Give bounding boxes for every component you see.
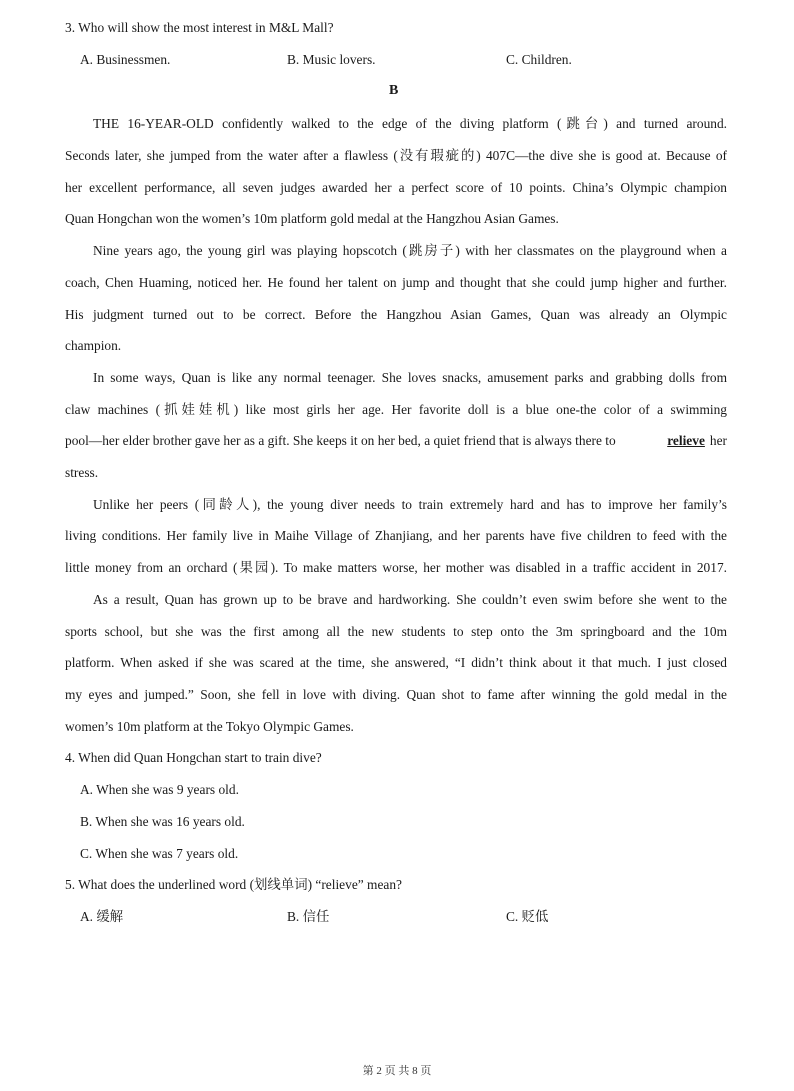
q4-option-c: C. When she was 7 years old. xyxy=(80,846,239,861)
passage-line: women’s 10m platform at the Tokyo Olympic Games. xyxy=(65,719,354,734)
passage-line: Nine years ago, the young girl was playing hopscotch (跳房子) with her classmates on the playground when a xyxy=(93,243,727,258)
section-heading: B xyxy=(389,83,399,98)
passage-line: claw machines (抓娃娃机) like most girls her age. Her favorite doll is a blue one-the color of a swimming xyxy=(65,402,727,417)
q3-option-b: B. Music lovers. xyxy=(287,52,376,67)
passage-line: sports school, but she was the first among all the new students to step onto the 3m springboard and the 10m xyxy=(65,624,727,639)
underlined-word: relieve xyxy=(667,433,705,448)
passage-line: In some ways, Quan is like any normal teenager. She loves snacks, amusement parks and grabbing dolls from xyxy=(93,370,727,385)
passage-line-with-underline xyxy=(65,433,727,449)
passage-text: her xyxy=(709,433,727,448)
passage-line: As a result, Quan has grown up to be brave and hardworking. She couldn’t even swim before she went to the xyxy=(93,592,727,607)
passage-line: her excellent performance, all seven judges awarded her a perfect score of 10 points. China’s Olympic champion xyxy=(65,180,727,195)
q3-option-c: C. Children. xyxy=(506,52,572,67)
question-4: 4. When did Quan Hongchan start to train dive? xyxy=(65,750,322,765)
q3-option-a: A. Businessmen. xyxy=(80,52,171,67)
passage-line: THE 16-YEAR-OLD confidently walked to the edge of the diving platform (跳台) and turned around. xyxy=(93,116,727,131)
passage-text: pool—her elder brother gave her as a gift. She keeps it on her bed, a quiet friend that is always there to xyxy=(65,433,616,448)
passage-line: Unlike her peers (同龄人), the young diver needs to train extremely hard and has to improve her family’s xyxy=(93,497,727,512)
passage-line: platform. When asked if she was scared at the time, she answered, “I didn’t think about it that much. I just closed xyxy=(65,655,727,670)
q5-option-c: C. 贬低 xyxy=(506,909,549,924)
q5-option-a: A. 缓解 xyxy=(80,909,124,924)
passage-line: champion. xyxy=(65,338,122,353)
passage-line: Quan Hongchan won the women’s 10m platform gold medal at the Hangzhou Asian Games. xyxy=(65,211,559,226)
question-3: 3. Who will show the most interest in M&L Mall? xyxy=(65,20,334,35)
q5-option-b: B. 信任 xyxy=(287,909,330,924)
passage-line: Seconds later, she jumped from the water after a flawless (没有瑕疵的) 407C—the dive she is good at. Because of xyxy=(65,148,727,163)
passage-line: little money from an orchard (果园). To make matters worse, her mother was disabled in a traffic accident in 2017. xyxy=(65,560,727,575)
passage-line: my eyes and jumped.” Soon, she fell in love with diving. Quan shot to fame after winning the gold medal in the xyxy=(65,687,727,702)
page-footer: 第 2 页 共 8 页 xyxy=(362,1065,432,1077)
passage-line: living conditions. Her family live in Maihe Village of Zhanjiang, and her parents have five children to feed with the xyxy=(65,528,727,543)
question-5: 5. What does the underlined word (划线单词) “relieve” mean? xyxy=(65,877,403,892)
q4-option-b: B. When she was 16 years old. xyxy=(80,814,245,829)
q4-option-a: A. When she was 9 years old. xyxy=(80,782,239,797)
passage-line: His judgment turned out to be correct. Before the Hangzhou Asian Games, Quan was already an Olympic xyxy=(65,307,727,322)
passage-line: coach, Chen Huaming, noticed her. He found her talent on jump and thought that she could jump higher and further. xyxy=(65,275,727,290)
passage-line: stress. xyxy=(65,465,99,480)
